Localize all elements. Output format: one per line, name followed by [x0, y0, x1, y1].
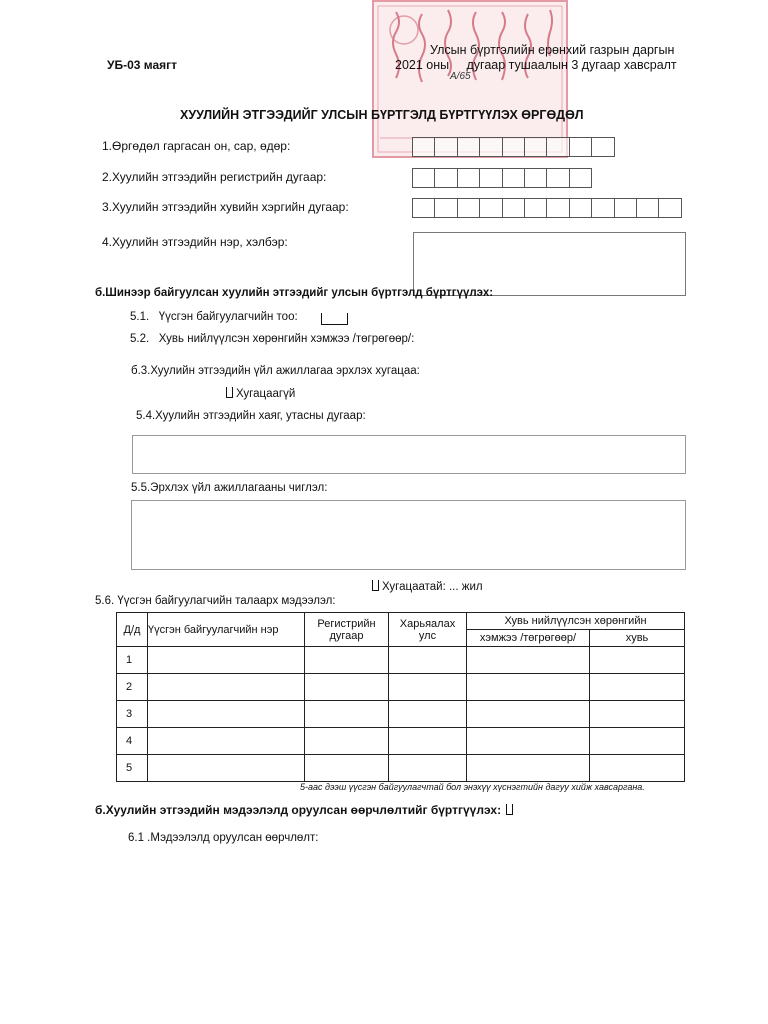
register-cell[interactable]	[305, 674, 389, 701]
unlimited-term-option[interactable]	[226, 387, 295, 400]
col-header-register: Регистрийн дугаар	[305, 613, 389, 647]
country-cell[interactable]	[389, 728, 467, 755]
col-header-country: Харьяалах улс	[389, 613, 467, 647]
share-cell[interactable]	[590, 728, 685, 755]
col-header-amount: хэмжээ /төгрөгөөр/	[467, 630, 590, 647]
register-number-boxes[interactable]	[413, 168, 592, 188]
table-row	[117, 701, 685, 728]
section-6-title: б.Хуулийн этгээдийн мэдээлэлд оруулсан өөрчлөлтийг бүртгүүлэх:	[95, 803, 502, 817]
address-phone-field[interactable]	[132, 435, 686, 474]
share-cell[interactable]	[590, 701, 685, 728]
table-row	[117, 674, 685, 701]
activity-direction-label: 5.5.Эрхлэх үйл ажиллагааны чиглэл:	[131, 482, 328, 494]
founders-table	[116, 612, 685, 782]
capital-amount-label: 5.2. Хувь нийлүүлсэн хөрөнгийн хэмжээ /төгрөгөөр/:	[130, 333, 415, 345]
handwritten-order-number: А/65	[450, 71, 471, 82]
header-line-2: 2021 оны дугаар тушаалын 3 дугаар хавсралт	[395, 58, 677, 72]
table-footnote: 5-аас дээш үүсгэн байгуулагчтай бол энэхүү хүснэгтийн дагуу хийж хавсаргана.	[300, 782, 645, 792]
amount-cell[interactable]	[467, 728, 590, 755]
amount-cell[interactable]	[467, 701, 590, 728]
amount-cell[interactable]	[467, 647, 590, 674]
share-cell[interactable]	[590, 755, 685, 782]
row-number: 5	[117, 755, 148, 782]
col-header-share: хувь	[590, 630, 685, 647]
register-cell[interactable]	[305, 728, 389, 755]
register-cell[interactable]	[305, 755, 389, 782]
table-row	[117, 728, 685, 755]
row-number: 4	[117, 728, 148, 755]
founder-name-cell[interactable]	[148, 728, 305, 755]
register-cell[interactable]	[305, 701, 389, 728]
date-boxes[interactable]	[413, 137, 615, 157]
row-number: 3	[117, 701, 148, 728]
country-cell[interactable]	[389, 755, 467, 782]
activity-period-label: б.3.Хуулийн этгээдийн үйл ажиллагаа эрхлэх хугацаа:	[131, 365, 420, 377]
row-number: 1	[117, 647, 148, 674]
field-1-label: 1.Өргөдөл гаргасан он, сар, өдөр:	[102, 139, 291, 153]
file-number-boxes[interactable]	[413, 198, 682, 218]
share-cell[interactable]	[590, 647, 685, 674]
col-header-no: Д/д	[117, 613, 148, 647]
limited-term-option[interactable]	[372, 580, 483, 593]
country-cell[interactable]	[389, 674, 467, 701]
unlimited-term-label: Хугацаагүй	[236, 388, 296, 400]
table-row	[117, 755, 685, 782]
founder-name-cell[interactable]	[148, 674, 305, 701]
field-2-label: 2.Хуулийн этгээдийн регистрийн дугаар:	[102, 170, 327, 184]
section-6-checkbox[interactable]	[506, 804, 513, 815]
amount-cell[interactable]	[467, 674, 590, 701]
founder-name-cell[interactable]	[148, 647, 305, 674]
country-cell[interactable]	[389, 647, 467, 674]
unlimited-term-checkbox[interactable]	[226, 387, 233, 398]
field-3-label: 3.Хуулийн этгээдийн хувийн хэргийн дугаар:	[102, 200, 349, 214]
founders-info-label: 5.6. Үүсгэн байгуулагчийн талаарх мэдээлэл:	[95, 595, 336, 607]
col-header-capital: Хувь нийлүүлсэн хөрөнгийн	[467, 613, 685, 630]
amount-cell[interactable]	[467, 755, 590, 782]
founders-count-label: 5.1. Үүсгэн байгуулагчийн тоо:	[130, 311, 298, 323]
changes-label: 6.1 .Мэдээлэлд оруулсан өөрчлөлт:	[128, 832, 319, 844]
address-label: 5.4.Хуулийн этгээдийн хаяг, утасны дугаар:	[136, 410, 366, 422]
form-code: УБ-03 маягт	[107, 58, 178, 72]
country-cell[interactable]	[389, 701, 467, 728]
register-cell[interactable]	[305, 647, 389, 674]
header-line-1: Улсын бүртгэлийн ерөнхий газрын даргын	[430, 43, 675, 57]
section-5-title: б.Шинээр байгуулсан хуулийн этгээдийг улсын бүртгэлд бүртгүүлэх:	[95, 287, 494, 299]
row-number: 2	[117, 674, 148, 701]
activity-direction-field[interactable]	[131, 500, 686, 570]
founder-name-cell[interactable]	[148, 755, 305, 782]
section-6-option[interactable]	[95, 803, 513, 817]
page-title: ХУУЛИЙН ЭТГЭЭДИЙГ УЛСЫН БҮРТГЭЛД БҮРТГҮҮЛЭХ ӨРГӨДӨЛ	[180, 108, 584, 122]
limited-term-label: Хугацаатай: ... жил	[382, 581, 483, 593]
limited-term-checkbox[interactable]	[372, 580, 379, 591]
table-row	[117, 647, 685, 674]
field-4-label: 4.Хуулийн этгээдийн нэр, хэлбэр:	[102, 235, 288, 249]
col-header-name: Үүсгэн байгуулагчийн нэр	[148, 613, 305, 647]
share-cell[interactable]	[590, 674, 685, 701]
founders-count-field[interactable]	[321, 313, 348, 325]
founder-name-cell[interactable]	[148, 701, 305, 728]
